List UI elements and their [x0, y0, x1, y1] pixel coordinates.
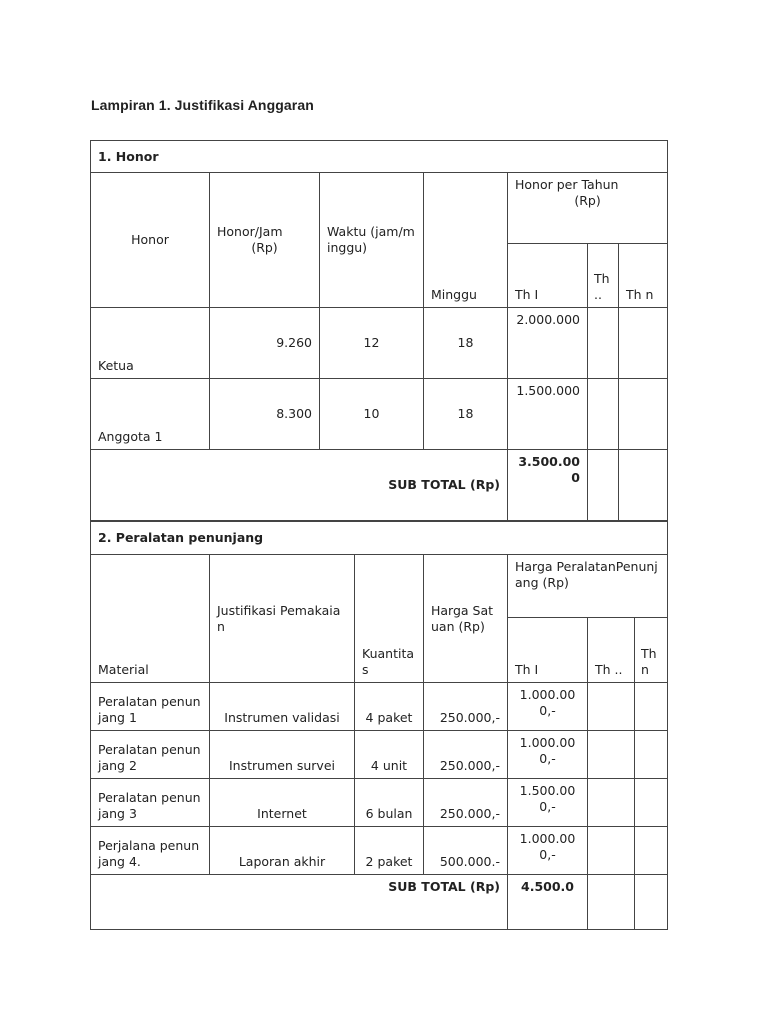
thn-value [619, 308, 668, 379]
minggu-value: 18 [424, 379, 508, 450]
thn-value [635, 731, 668, 779]
section-title-honor: 1. Honor [91, 141, 668, 173]
header-thn: Th n [619, 244, 668, 308]
header-harga-peralatan-label: Harga PeralatanPenunjang [515, 559, 658, 590]
waktu-value: 10 [320, 379, 424, 450]
table-row [91, 731, 668, 779]
thn-value [635, 683, 668, 731]
subtotal-label: SUB TOTAL (Rp) [91, 875, 508, 930]
header-honor-per-tahun [508, 173, 668, 244]
header-th-dots: Th .. [588, 244, 619, 308]
header-material: Material [91, 555, 210, 683]
waktu-value: 12 [320, 308, 424, 379]
header-harga-satuan: Harga Satuan (Rp) [424, 555, 508, 683]
minggu-value: 18 [424, 308, 508, 379]
header-waktu: Waktu (jam/minggu) [320, 173, 424, 308]
table-row [91, 379, 668, 450]
section-title-peralatan: 2. Peralatan penunjang [91, 522, 668, 555]
honor-jam-value: 9.260 [210, 308, 320, 379]
header-justifikasi: Justifikasi Pemakaian [210, 555, 355, 683]
table-row [91, 683, 668, 731]
header-honor: Honor [91, 173, 210, 308]
th1-value: 1.500.000 [508, 379, 588, 450]
header-th1: Th I [508, 244, 588, 308]
kuantitas-value: 4 unit [355, 731, 424, 779]
honor-name: Ketua [91, 308, 210, 379]
th1-value: 1.000.000,- [508, 683, 588, 731]
subtotal-label: SUB TOTAL (Rp) [91, 450, 508, 521]
th-dots-value [588, 827, 635, 875]
harga-satuan-value: 250.000,- [424, 731, 508, 779]
th-dots-value [588, 779, 635, 827]
th1-value: 1.000.000,- [508, 827, 588, 875]
page-title: Lampiran 1. Justifikasi Anggaran [91, 97, 314, 113]
thn-value [619, 379, 668, 450]
header-harga-peralatan-unit: (Rp) [542, 575, 569, 590]
header-harga-peralatan [508, 555, 668, 618]
header-honor-jam-unit: (Rp) [251, 240, 278, 255]
honor-jam-value: 8.300 [210, 379, 320, 450]
header-kuantitas: Kuantitas [355, 555, 424, 683]
harga-satuan-value: 250.000,- [424, 683, 508, 731]
th1-value: 1.000.000,- [508, 731, 588, 779]
justifikasi-value: Laporan akhir [210, 827, 355, 875]
material-value: Perjalana penunjang 4. [91, 827, 210, 875]
table-row [91, 308, 668, 379]
th1-value: 2.000.000 [508, 308, 588, 379]
th1-value: 1.500.000,- [508, 779, 588, 827]
honor-name: Anggota 1 [91, 379, 210, 450]
header-honor-per-tahun-unit: (Rp) [574, 193, 601, 208]
header-thn: Th n [635, 618, 668, 683]
th-dots-value [588, 875, 635, 930]
material-value: Peralatan penunjang 1 [91, 683, 210, 731]
kuantitas-value: 4 paket [355, 683, 424, 731]
header-minggu: Minggu [424, 173, 508, 308]
th-dots-value [588, 450, 619, 521]
th-dots-value [588, 731, 635, 779]
header-th1: Th I [508, 618, 588, 683]
harga-satuan-value: 500.000.- [424, 827, 508, 875]
harga-satuan-value: 250.000,- [424, 779, 508, 827]
kuantitas-value: 2 paket [355, 827, 424, 875]
th-dots-value [588, 379, 619, 450]
th-dots-value [588, 308, 619, 379]
peralatan-table [90, 521, 668, 930]
subtotal-value: 3.500.000 [508, 450, 588, 521]
material-value: Peralatan penunjang 3 [91, 779, 210, 827]
header-th-dots: Th .. [588, 618, 635, 683]
justifikasi-value: Instrumen survei [210, 731, 355, 779]
subtotal-row [91, 450, 668, 521]
thn-value [635, 875, 668, 930]
thn-value [635, 827, 668, 875]
kuantitas-value: 6 bulan [355, 779, 424, 827]
material-value: Peralatan penunjang 2 [91, 731, 210, 779]
header-honor-jam-label: Honor/Jam [217, 224, 283, 239]
thn-value [619, 450, 668, 521]
th-dots-value [588, 683, 635, 731]
thn-value [635, 779, 668, 827]
header-honor-jam [210, 173, 320, 308]
honor-table [90, 140, 668, 521]
justifikasi-value: Internet [210, 779, 355, 827]
header-honor-per-tahun-label: Honor per Tahun [515, 177, 619, 192]
table-row [91, 827, 668, 875]
subtotal-value: 4.500.0 [508, 875, 588, 930]
table-row [91, 779, 668, 827]
justifikasi-value: Instrumen validasi [210, 683, 355, 731]
subtotal-row [91, 875, 668, 930]
